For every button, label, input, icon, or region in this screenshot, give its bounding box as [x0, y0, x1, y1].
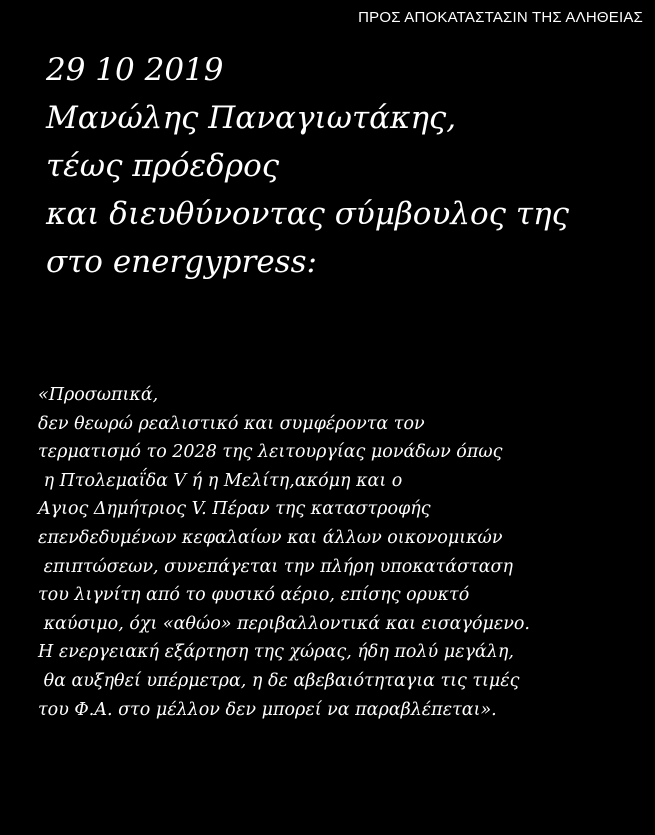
quote-line: του Φ.Α. στο μέλλον δεν μπορεί να παραβλέπεται». — [38, 699, 497, 720]
quote-line: Αγιος Δημήτριος V. Πέραν της καταστροφής — [38, 499, 431, 520]
quote-line: «Προσωπικά, — [38, 385, 159, 405]
quote-line: θα αυξηθεί υπέρμετρα, η δε αβεβαιότηταγια τις τιμές — [38, 670, 520, 691]
quote-line: η Πτολεμαΐδα V ή η Μελίτη,ακόμη και ο — [38, 470, 403, 491]
quote-line: επενδεδυμένων κεφαλαίων και άλλων οικονομικών — [38, 527, 503, 548]
headline — [46, 46, 569, 286]
headline-date: 29 10 2019 — [46, 52, 224, 88]
banner-title: ΠΡΟΣ ΑΠΟΚΑΤΑΣΤΑΣΙΝ ΤΗΣ ΑΛΗΘΕΙΑΣ — [358, 9, 643, 26]
headline-role-line-2: και διευθύνοντας σύμβουλος της — [46, 196, 569, 232]
quote-block — [38, 381, 530, 724]
headline-role-line-1: τέως πρόεδρος — [46, 148, 280, 184]
quote-line: καύσιμο, όχι «αθώο» περιβαλλοντικά και εισαγόμενο. — [38, 613, 530, 634]
headline-person-name: Μανώλης Παναγιωτάκης, — [46, 100, 457, 136]
quote-line: δεν θεωρώ ρεαλιστικό και συμφέροντα τον — [38, 413, 425, 434]
quote-line: επιπτώσεων, συνεπάγεται την πλήρη υποκατάσταση — [38, 556, 513, 577]
quote-line: Η ενεργειακή εξάρτηση της χώρας, ήδη πολύ μεγάλη, — [38, 642, 514, 663]
quote-line: του λιγνίτη από το φυσικό αέριο, επίσης ορυκτό — [38, 585, 470, 606]
headline-source: στο energypress: — [46, 244, 317, 280]
quote-line: τερματισμό το 2028 της λειτουργίας μονάδων όπως — [38, 442, 503, 463]
